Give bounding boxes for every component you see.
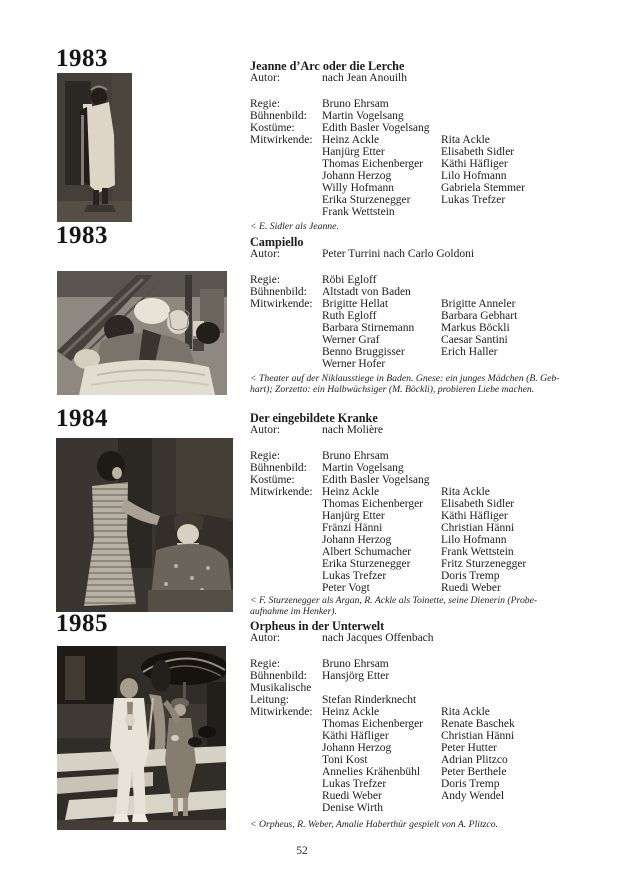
cast-member: Lukas Trefzer	[322, 570, 387, 582]
photo-caption	[250, 221, 628, 232]
cast-member: Johann Herzog	[322, 170, 392, 182]
cast-member: Peter Vogt	[322, 582, 370, 594]
cast-list	[250, 706, 622, 814]
cast-member: Käthi Häfliger	[441, 158, 508, 170]
credit-value: Martin Vogelsang	[322, 110, 404, 122]
photo-caption-line: < E. Sidler als Jeanne.	[250, 221, 339, 232]
cast-member: Denise Wirth	[322, 802, 383, 814]
cast-member: Rita Ackle	[441, 486, 490, 498]
credit-value: Stefan Rinderknecht	[322, 694, 417, 706]
cast-member: Werner Graf	[322, 334, 380, 346]
cast-member: Andy Wendel	[441, 790, 505, 802]
cast-column-1	[322, 134, 441, 218]
credit-row	[250, 462, 622, 474]
credit-row	[250, 72, 622, 84]
cast-member: Heinz Ackle	[322, 134, 380, 146]
photo-caption	[250, 819, 628, 830]
cast-member: Peter Berthele	[441, 766, 507, 778]
credit-label: Regie:	[250, 274, 281, 286]
credit-row	[250, 274, 622, 286]
production-title: Der eingebildete Kranke	[250, 411, 378, 425]
cast-member: Ruedi Weber	[441, 582, 501, 594]
credit-label: Autor:	[250, 248, 281, 260]
cast-member: Fritz Sturzenegger	[441, 558, 527, 570]
credit-row	[250, 424, 622, 436]
production-photo-campiello	[57, 271, 227, 395]
photo-caption-line: hart); Zorzetto: ein Halbwüchsiger (M. Böckli), probieren Liebe machen.	[250, 384, 535, 395]
credit-value: Altstadt von Baden	[322, 286, 411, 298]
credit-label: Autor:	[250, 72, 281, 84]
cast-list	[250, 134, 622, 218]
cast-member: Renate Baschek	[441, 718, 515, 730]
cast-member: Heinz Ackle	[322, 486, 380, 498]
credit-label: Kostüme:	[250, 474, 295, 486]
photo-caption-line: < Theater auf der Niklausstiege in Baden. Gnese: ein junges Mädchen (B. Geb-	[250, 373, 560, 384]
credit-value: Bruno Ehrsam	[322, 98, 389, 110]
credit-row	[250, 286, 622, 298]
cast-member: Brigitte Anneler	[441, 298, 516, 310]
production-block-eingebildete-kranke	[250, 412, 622, 594]
production-title: Campiello	[250, 235, 304, 249]
cast-member: Gabriela Stemmer	[441, 182, 525, 194]
cast-member: Lilo Hofmann	[441, 534, 507, 546]
credit-row	[250, 694, 622, 706]
credit-value: Edith Basler Vogelsang	[322, 122, 430, 134]
cast-member: Christian Hänni	[441, 730, 515, 742]
cast-member: Fränzi Hänni	[322, 522, 383, 534]
cast-column-2	[441, 486, 622, 594]
credit-value: nach Molière	[322, 424, 383, 436]
cast-member: Lukas Trefzer	[441, 194, 506, 206]
credit-row	[250, 474, 622, 486]
credit-label: Bühnenbild:	[250, 286, 307, 298]
production-photo-orpheus	[57, 646, 226, 830]
cast-member: Lukas Trefzer	[322, 778, 387, 790]
credit-row	[250, 110, 622, 122]
cast-member: Käthi Häfliger	[322, 730, 389, 742]
credit-label: Bühnenbild:	[250, 462, 307, 474]
credit-label: Regie:	[250, 450, 281, 462]
photo-caption	[250, 373, 628, 395]
credit-label: Bühnenbild:	[250, 670, 307, 682]
cast-member: Frank Wettstein	[322, 206, 395, 218]
cast-column-2	[441, 298, 622, 370]
credit-row	[250, 450, 622, 462]
credit-label: Autor:	[250, 424, 281, 436]
production-block-jeanne-darc	[250, 60, 622, 218]
cast-member: Willy Hofmann	[322, 182, 395, 194]
cast-member: Erika Sturzenegger	[322, 194, 411, 206]
credit-label: Leitung:	[250, 694, 289, 706]
cast-member: Markus Böckli	[441, 322, 510, 334]
credit-label: Autor:	[250, 632, 281, 644]
credit-value: Hansjörg Etter	[322, 670, 390, 682]
credit-value: Bruno Ehrsam	[322, 450, 389, 462]
credit-value: Edith Basler Vogelsang	[322, 474, 430, 486]
cast-member: Albert Schumacher	[322, 546, 412, 558]
cast-member: Annelies Krähenbühl	[322, 766, 421, 778]
credit-label: Regie:	[250, 658, 281, 670]
photo-caption-line: < Orpheus, R. Weber, Amalie Haberthür gespielt von A. Plitzco.	[250, 819, 498, 830]
page-number: 52	[296, 845, 308, 857]
credit-label: Regie:	[250, 98, 281, 110]
cast-member: Käthi Häfliger	[441, 510, 508, 522]
cast-member: Toni Kost	[322, 754, 368, 766]
credit-value: Peter Turrini nach Carlo Goldoni	[322, 248, 475, 260]
spacer	[250, 436, 622, 450]
cast-member: Rita Ackle	[441, 706, 490, 718]
cast-member: Benno Bruggisser	[322, 346, 405, 358]
cast-column-1	[322, 486, 441, 594]
cast-member: Elisabeth Sidler	[441, 498, 515, 510]
credit-row	[250, 632, 622, 644]
production-title: Jeanne d’Arc oder die Lerche	[250, 59, 405, 73]
cast-label: Mitwirkende:	[250, 134, 313, 146]
credit-row	[250, 670, 622, 682]
production-photo-eingebildete-kranke	[56, 438, 233, 612]
cast-member: Doris Tremp	[441, 570, 500, 582]
cast-label: Mitwirkende:	[250, 486, 313, 498]
cast-member: Johann Herzog	[322, 742, 392, 754]
cast-member: Ruth Egloff	[322, 310, 377, 322]
photo-caption-line: aufnahme im Henker).	[250, 606, 337, 617]
production-block-orpheus	[250, 620, 622, 814]
cast-member: Werner Hofer	[322, 358, 386, 370]
year-heading: 1983	[56, 222, 108, 249]
photo-caption-line: < F. Sturzenegger als Argan, R. Ackle als Toinette, seine Dienerin (Probe-	[250, 595, 538, 606]
cast-list	[250, 298, 622, 370]
spacer	[250, 84, 622, 98]
credit-label: Musikalische	[250, 682, 312, 694]
credit-label: Kostüme:	[250, 122, 295, 134]
cast-column-2	[441, 706, 622, 814]
cast-member: Thomas Eichenberger	[322, 158, 424, 170]
production-block-campiello	[250, 236, 622, 370]
credit-value: Bruno Ehrsam	[322, 658, 389, 670]
cast-member: Ruedi Weber	[322, 790, 382, 802]
cast-member: Adrian Plitzco	[441, 754, 508, 766]
credit-label: Bühnenbild:	[250, 110, 307, 122]
cast-member: Heinz Ackle	[322, 706, 380, 718]
cast-member: Rita Ackle	[441, 134, 490, 146]
cast-column-1	[322, 706, 441, 814]
cast-member: Erich Haller	[441, 346, 498, 358]
spacer	[250, 644, 622, 658]
cast-column-2	[441, 134, 622, 218]
production-title: Orpheus in der Unterwelt	[250, 619, 385, 633]
cast-member: Hanjürg Etter	[322, 510, 385, 522]
cast-member: Barbara Gebhart	[441, 310, 518, 322]
cast-member: Caesar Santini	[441, 334, 508, 346]
cast-member: Lilo Hofmann	[441, 170, 507, 182]
production-photo-jeanne-darc	[57, 73, 132, 222]
cast-member: Doris Tremp	[441, 778, 500, 790]
year-heading: 1983	[56, 45, 108, 72]
credit-value: nach Jean Anouilh	[322, 72, 407, 84]
cast-member: Peter Hutter	[441, 742, 497, 754]
credit-value: Martin Vogelsang	[322, 462, 404, 474]
spacer	[250, 260, 622, 274]
photo-caption	[250, 595, 628, 617]
credit-row	[250, 682, 622, 694]
cast-member: Thomas Eichenberger	[322, 498, 424, 510]
cast-column-1	[322, 298, 441, 370]
credit-row	[250, 658, 622, 670]
cast-label: Mitwirkende:	[250, 298, 313, 310]
cast-member: Erika Sturzenegger	[322, 558, 411, 570]
cast-member: Brigitte Hellat	[322, 298, 389, 310]
credit-row	[250, 248, 622, 260]
credit-row	[250, 122, 622, 134]
cast-member: Thomas Eichenberger	[322, 718, 424, 730]
year-heading: 1984	[56, 405, 108, 432]
cast-member: Christian Hänni	[441, 522, 515, 534]
credit-value: nach Jacques Offenbach	[322, 632, 434, 644]
credit-value: Röbi Egloff	[322, 274, 377, 286]
credit-value	[322, 682, 622, 694]
year-heading: 1985	[56, 610, 108, 637]
cast-member: Hanjürg Etter	[322, 146, 385, 158]
cast-member: Barbara Stirnemann	[322, 322, 415, 334]
cast-list	[250, 486, 622, 594]
cast-member: Elisabeth Sidler	[441, 146, 515, 158]
cast-member: Frank Wettstein	[441, 546, 514, 558]
cast-member: Johann Herzog	[322, 534, 392, 546]
credit-row	[250, 98, 622, 110]
cast-label: Mitwirkende:	[250, 706, 313, 718]
